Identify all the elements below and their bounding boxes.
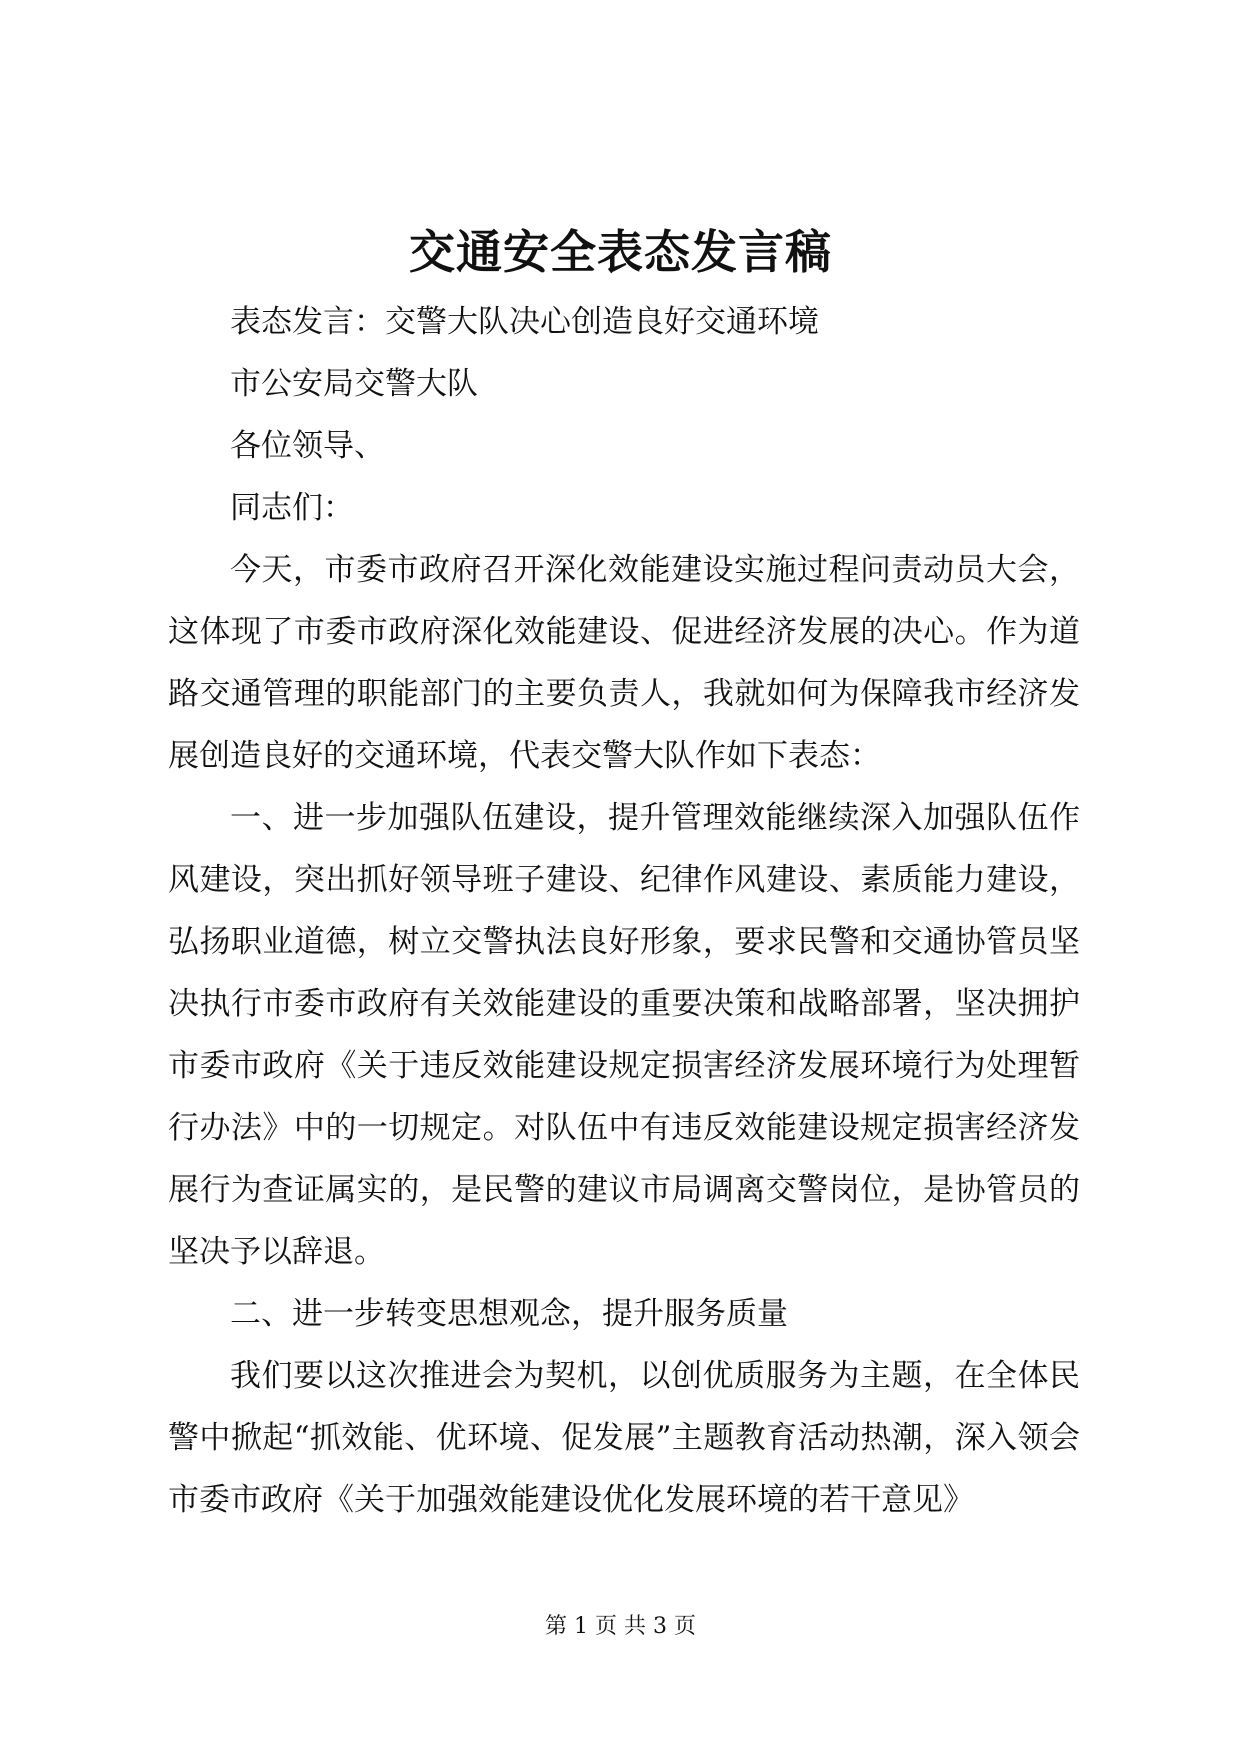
paragraph-intro: 今天，市委市政府召开深化效能建设实施过程问责动员大会，这体现了市委市政府深化效能建设、促进经济发展的决心。作为道路交通管理的职能部门的主要负责人，我就如何为保障我市经济发展创造良好的交通环境，代表交警大队作如下表态： — [168, 552, 1080, 774]
paragraph-salutation-leaders: 各位领导、 — [230, 428, 385, 464]
paragraph-point-two-body: 我们要以这次推进会为契机，以创优质服务为主题，在全体民警中掀起“抓效能、优环境、促发展”主题教育活动热潮，深入领会市委市政府《关于加强效能建设优化发展环境的若干意见》 — [168, 1358, 1080, 1518]
document-body — [168, 291, 1080, 1531]
page-number-footer: 第 1 页 共 3 页 — [545, 1614, 696, 1639]
document-title: 交通安全表态发言稿 — [409, 225, 832, 279]
paragraph-point-one: 一、进一步加强队伍建设，提升管理效能继续深入加强队伍作风建设，突出抓好领导班子建设、纪律作风建设、素质能力建设，弘扬职业道德，树立交警执法良好形象，要求民警和交通协管员坚决执行市委市政府有关效能建设的重要决策和战略部署，坚决拥护市委市政府《关于违反效能建设规定损害经济发展环境行为处理暂行办法》中的一切规定。对队伍中有违反效能建设规定损害经济发展行为查证属实的，是民警的建议市局调离交警岗位，是协管员的坚决予以辞退。 — [168, 800, 1080, 1270]
paragraph-salutation-comrades: 同志们： — [230, 490, 354, 526]
paragraph-point-two-heading: 二、进一步转变思想观念，提升服务质量 — [230, 1296, 788, 1332]
paragraph-speaker: 市公安局交警大队 — [230, 366, 478, 402]
paragraph-subtitle: 表态发言：交警大队决心创造良好交通环境 — [230, 304, 819, 340]
